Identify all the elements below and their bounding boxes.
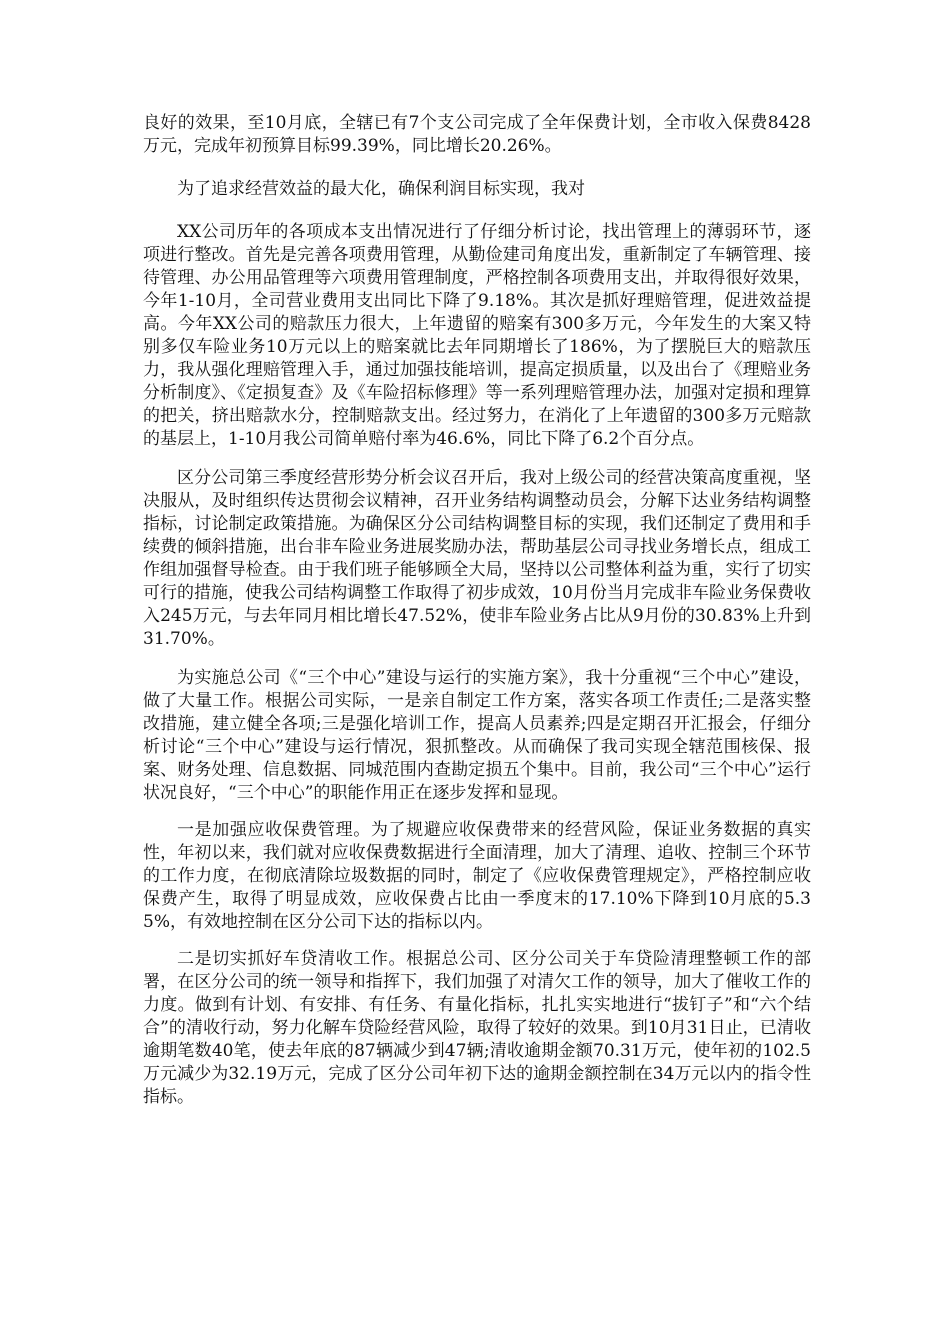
- paragraph-3: XX公司历年的各项成本支出情况进行了仔细分析讨论，找出管理上的薄弱环节，逐项进行整改。首先是完善各项费用管理，从勤俭建司角度出发，重新制定了车辆管理、接待管理、办公用品管理等六项费用管理制度，严格控制各项费用支出，并取得很好效果，今年1-10月，全司营业费用支出同比下降了9.18%。其次是抓好理赔管理，促进效益提高。今年XX公司的赔款压力很大，上年遗留的赔案有300多万元，今年发生的大案又特别多仅车险业务10万元以上的赔案就比去年同期增长了186%，为了摆脱巨大的赔款压力，我从强化理赔管理入手，通过加强技能培训，提高定损质量，以及出台了《理赔业务分析制度》、《定损复查》及《车险招标修理》等一系列理赔管理办法，加强对定损和理算的把关，挤出赔款水分，控制赔款支出。经过努力，在消化了上年遗留的300多万元赔款的基层上，1-10月我公司简单赔付率为46.6%，同比下降了6.2个百分点。: [143, 222, 811, 449]
- document-page: [143, 112, 811, 1109]
- paragraph-6: 一是加强应收保费管理。为了规避应收保费带来的经营风险，保证业务数据的真实性，年初以来，我们就对应收保费数据进行全面清理，加大了清理、追收、控制三个环节的工作力度，在彻底清除垃圾数据的同时，制定了《应收保费管理规定》，严格控制应收保费产生，取得了明显成效，应收保费占比由一季度末的17.10%下降到10月底的5.35%，有效地控制在区分公司下达的指标以内。: [143, 820, 811, 932]
- paragraph-1: 良好的效果，至10月底，全辖已有7个支公司完成了全年保费计划，全市收入保费8428万元，完成年初预算目标99.39%，同比增长20.26%。: [143, 113, 811, 156]
- paragraph-5: 为实施总公司《“三个中心”建设与运行的实施方案》，我十分重视“三个中心”建设，做了大量工作。根据公司实际，一是亲自制定工作方案，落实各项工作责任;二是落实整改措施，建立健全各项;三是强化培训工作，提高人员素养;四是定期召开汇报会，仔细分析讨论“三个中心”建设与运行情况，狠抓整改。从而确保了我司实现全辖范围核保、报案、财务处理、信息数据、同城范围内查勘定损五个集中。目前，我公司“三个中心”运行状况良好，“三个中心”的职能作用正在逐步发挥和显现。: [143, 668, 811, 803]
- paragraph-7: 二是切实抓好车贷清收工作。根据总公司、区分公司关于车贷险清理整顿工作的部署，在区分公司的统一领导和指挥下，我们加强了对清欠工作的领导，加大了催收工作的力度。做到有计划、有安排、有任务、有量化指标，扎扎实实地进行“拔钉子”和“六个结合”的清收行动，努力化解车贷险经营风险，取得了较好的效果。到10月31日止，已清收逾期笔数40笔，使去年底的87辆减少到47辆;清收逾期金额70.31万元，使年初的102.5万元减少为32.19万元，完成了区分公司年初下达的逾期金额控制在34万元以内的指令性指标。: [143, 949, 811, 1107]
- paragraph-2: 为了追求经营效益的最大化，确保利润目标实现，我对: [177, 179, 585, 199]
- paragraph-4: 区分公司第三季度经营形势分析会议召开后，我对上级公司的经营决策高度重视，坚决服从，及时组织传达贯彻会议精神，召开业务结构调整动员会，分解下达业务结构调整指标，讨论制定政策措施。为确保区分公司结构调整目标的实现，我们还制定了费用和手续费的倾斜措施，出台非车险业务进展奖励办法，帮助基层公司寻找业务增长点，组成工作组加强督导检查。由于我们班子能够顾全大局，坚持以公司整体利益为重，实行了切实可行的措施，使我公司结构调整工作取得了初步成效，10月份当月完成非车险业务保费收入245万元，与去年同月相比增长47.52%，使非车险业务占比从9月份的30.83%上升到31.70%。: [143, 468, 811, 649]
